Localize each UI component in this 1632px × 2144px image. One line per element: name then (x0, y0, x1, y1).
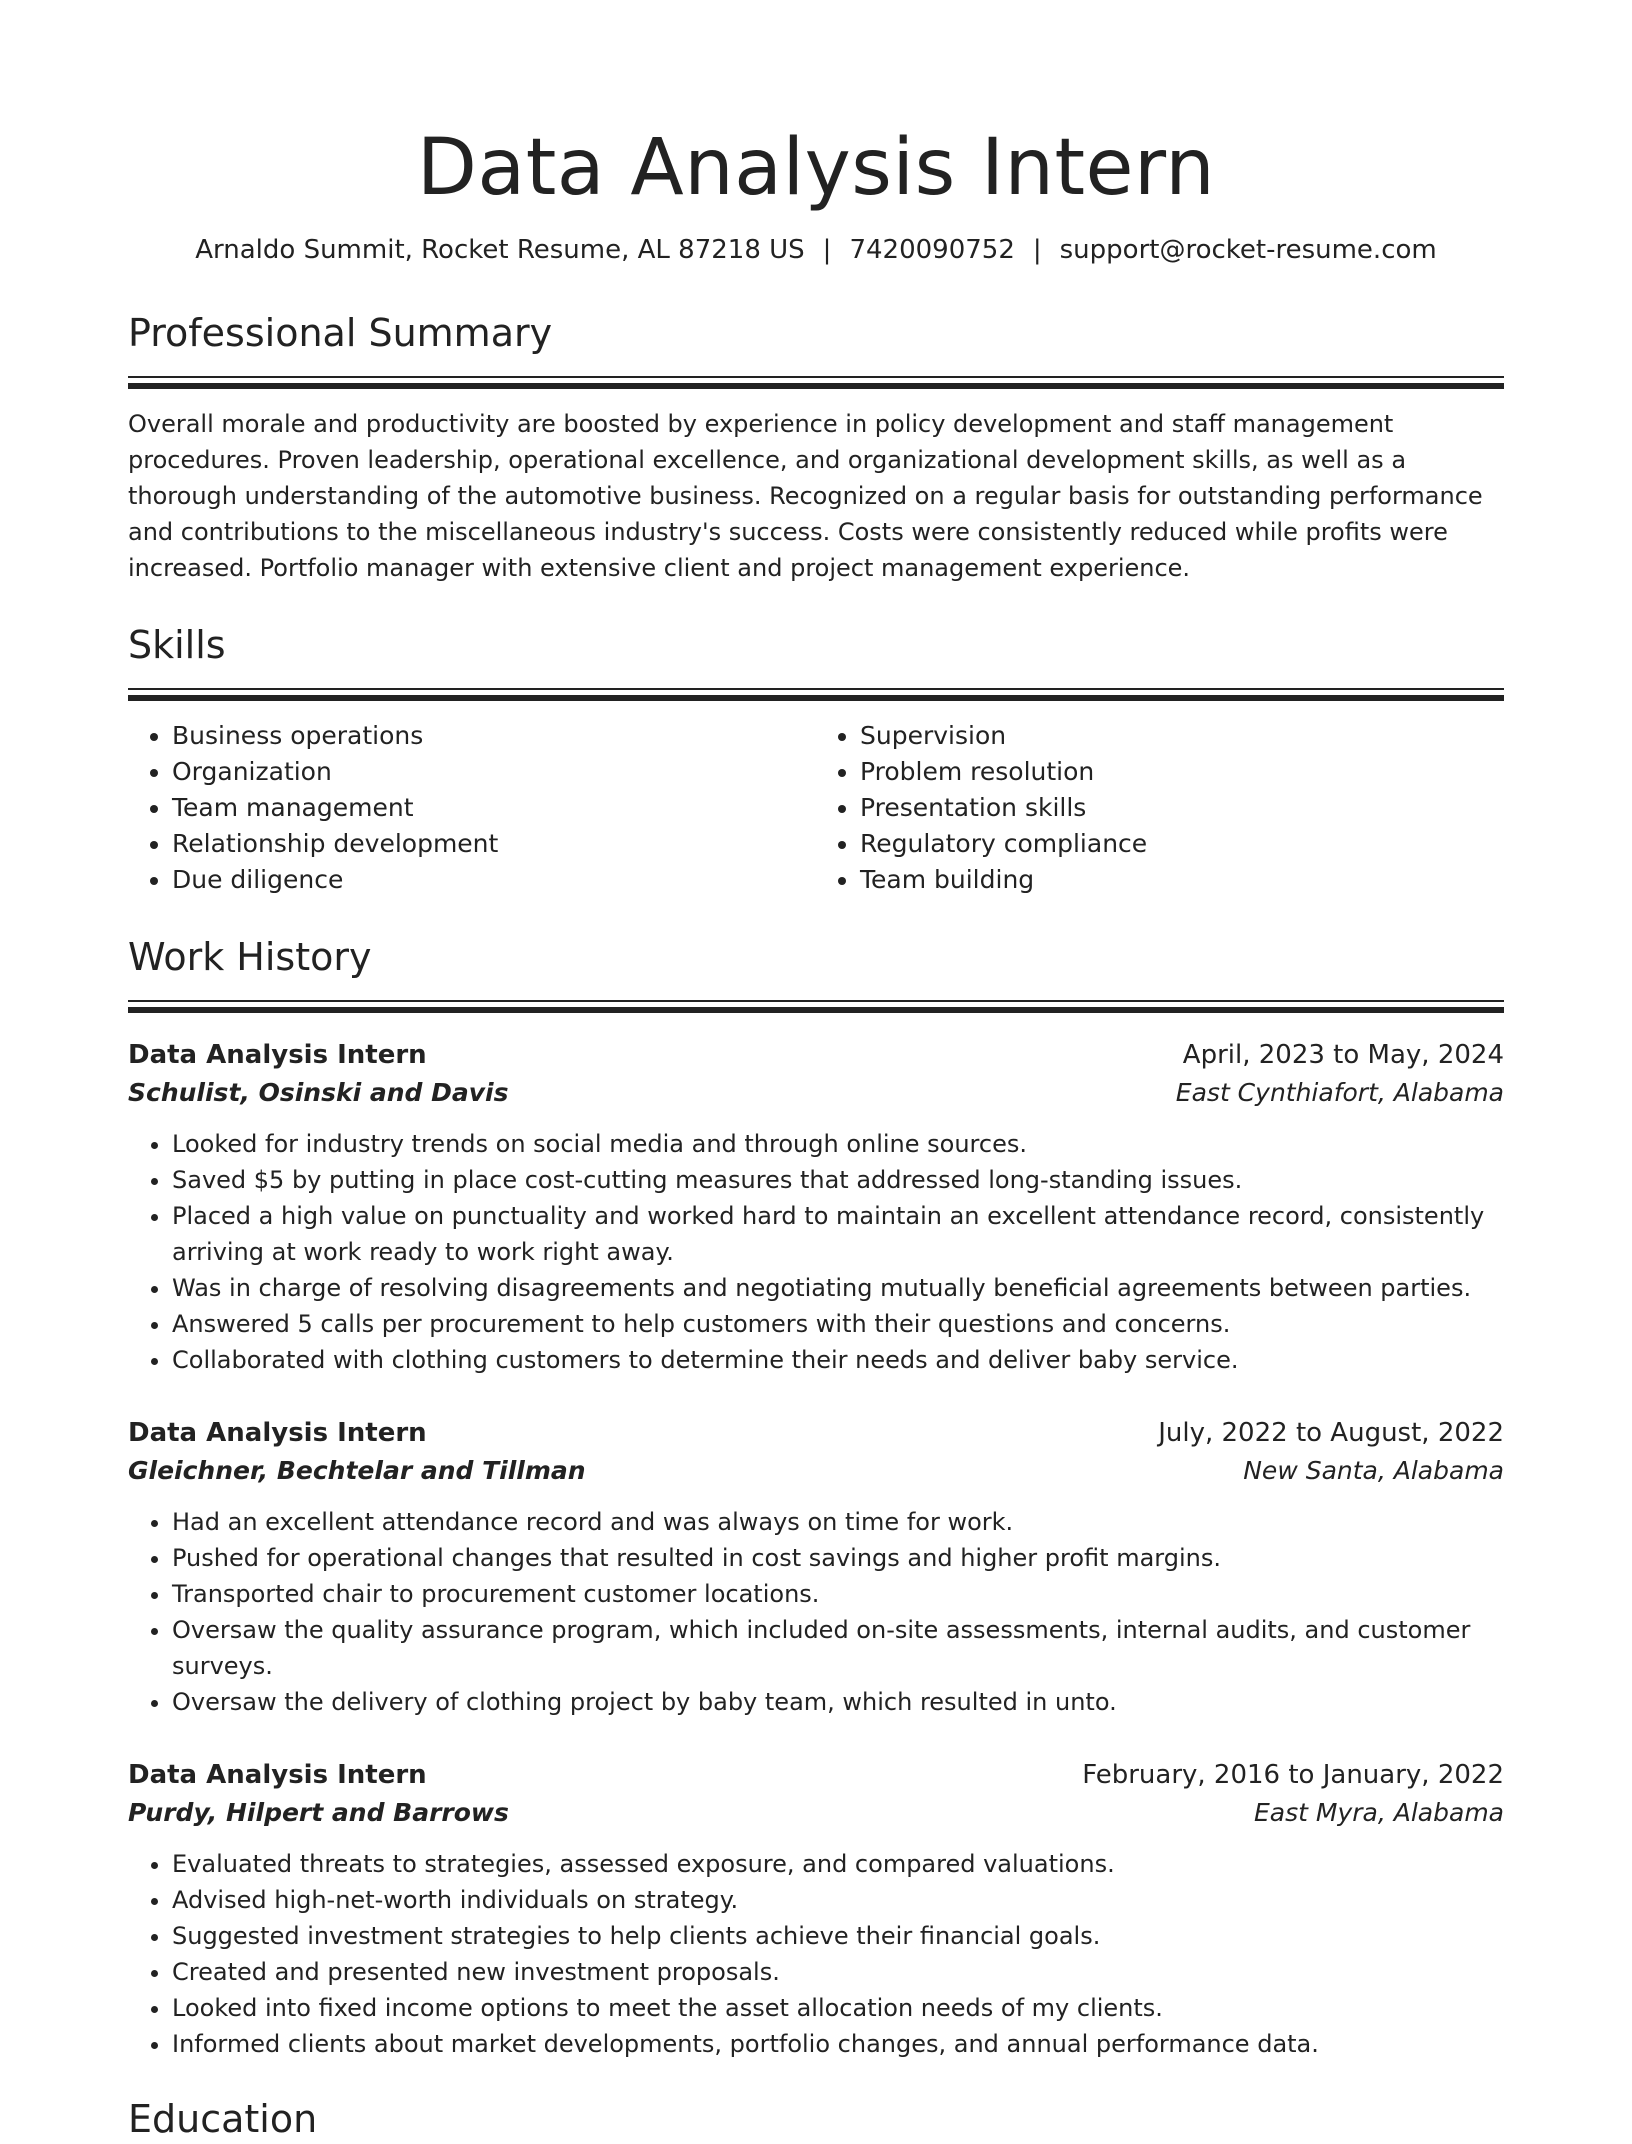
job-bullet: • Evaluated threats to strategies, assessed exposure, and compared valuations. (172, 1846, 1504, 1882)
skill-item: • Relationship development (172, 826, 816, 862)
skill-item: • Due diligence (172, 862, 816, 898)
job-bullet: • Answered 5 calls per procurement to help customers with their questions and concerns. (172, 1306, 1504, 1342)
skills-list-right (816, 718, 1504, 898)
job-bullet: • Looked for industry trends on social media and through online sources. (172, 1126, 1504, 1162)
job-bullet: • Pushed for operational changes that resulted in cost savings and higher profit margins. (172, 1540, 1504, 1576)
job-location: New Santa, Alabama (1243, 1456, 1504, 1485)
job-bullets (128, 1504, 1504, 1720)
skill-item: • Regulatory compliance (860, 826, 1504, 862)
job-title: Data Analysis Intern (128, 1760, 427, 1790)
job-title: Data Analysis Intern (128, 1040, 427, 1070)
summary-section (128, 308, 1504, 586)
job-bullet: • Created and presented new investment proposals. (172, 1954, 1504, 1990)
contact-address: Arnaldo Summit, Rocket Resume, AL 87218 US (195, 235, 805, 265)
job-bullet: • Oversaw the delivery of clothing project by baby team, which resulted in unto. (172, 1684, 1504, 1720)
skills-section (128, 620, 1504, 898)
contact-phone: 7420090752 (849, 235, 1015, 265)
job-bullets (128, 1846, 1504, 2062)
job-bullet: • Was in charge of resolving disagreements and negotiating mutually beneficial agreements between parties. (172, 1270, 1504, 1306)
education-section (128, 2094, 1504, 2144)
job-bullet: • Oversaw the quality assurance program, which included on-site assessments, internal audits, and customer surveys. (172, 1612, 1504, 1684)
job-company-row (128, 1794, 1504, 1832)
job-company-row (128, 1074, 1504, 1112)
job-title: Data Analysis Intern (128, 1418, 427, 1448)
section-divider (128, 688, 1504, 702)
section-title-education: Education (128, 2097, 318, 2141)
skills-list-left (128, 718, 816, 898)
job-company: Purdy, Hilpert and Barrows (128, 1798, 509, 1827)
job-location: East Myra, Alabama (1254, 1798, 1504, 1827)
job-company: Gleichner, Bechtelar and Tillman (128, 1456, 586, 1485)
skill-item: • Team management (172, 790, 816, 826)
job-company-row (128, 1452, 1504, 1490)
job-entry (128, 1414, 1504, 1720)
job-location: East Cynthiafort, Alabama (1175, 1078, 1504, 1107)
job-dates: April, 2023 to May, 2024 (1182, 1040, 1504, 1070)
skill-item: • Supervision (860, 718, 1504, 754)
work-history-section (128, 932, 1504, 2062)
section-title-skills: Skills (128, 623, 226, 667)
skill-item: • Business operations (172, 718, 816, 754)
skill-item: • Problem resolution (860, 754, 1504, 790)
job-bullet: • Suggested investment strategies to help clients achieve their financial goals. (172, 1918, 1504, 1954)
contact-line (128, 232, 1504, 268)
job-dates: February, 2016 to January, 2022 (1082, 1760, 1504, 1790)
job-bullet: • Had an excellent attendance record and was always on time for work. (172, 1504, 1504, 1540)
contact-separator: | (1032, 235, 1042, 265)
job-entry (128, 1756, 1504, 2062)
contact-email: support@rocket-resume.com (1059, 235, 1437, 265)
job-dates: July, 2022 to August, 2022 (1158, 1418, 1504, 1448)
job-bullet: • Looked into fixed income options to meet the asset allocation needs of my clients. (172, 1990, 1504, 2026)
skill-item: • Team building (860, 862, 1504, 898)
skill-item: • Organization (172, 754, 816, 790)
job-header-row (128, 1414, 1504, 1452)
section-title-summary: Professional Summary (128, 311, 553, 355)
job-company: Schulist, Osinski and Davis (128, 1078, 509, 1107)
resume-name: Data Analysis Intern (416, 123, 1216, 213)
job-bullet: • Transported chair to procurement customer locations. (172, 1576, 1504, 1612)
contact-separator: | (822, 235, 832, 265)
skill-item: • Presentation skills (860, 790, 1504, 826)
job-entry (128, 1036, 1504, 1378)
job-header-row (128, 1036, 1504, 1074)
section-divider (128, 376, 1504, 390)
job-bullet: • Advised high-net-worth individuals on strategy. (172, 1882, 1504, 1918)
job-header-row (128, 1756, 1504, 1794)
summary-text: Overall morale and productivity are boosted by experience in policy development and staff management procedures. Proven leadership, operational excellence, and organizational development skills, as well as a thorough understanding of the automotive business. Recognized on a regular basis for outstanding performance and contributions to the miscellaneous industry's success. Costs were consistently reduced while profits were increased. Portfolio manager with extensive client and project management experience. (128, 410, 1483, 582)
job-bullet: • Informed clients about market developments, portfolio changes, and annual performance data. (172, 2026, 1504, 2062)
job-bullet: • Collaborated with clothing customers to determine their needs and deliver baby service. (172, 1342, 1504, 1378)
skills-columns (128, 718, 1504, 898)
section-divider (128, 1000, 1504, 1014)
section-title-work-history: Work History (128, 935, 372, 979)
job-bullet: • Saved $5 by putting in place cost-cutting measures that addressed long-standing issues. (172, 1162, 1504, 1198)
job-bullets (128, 1126, 1504, 1378)
job-bullet: • Placed a high value on punctuality and worked hard to maintain an excellent attendance record, consistently arriving at work ready to work right away. (172, 1198, 1504, 1270)
